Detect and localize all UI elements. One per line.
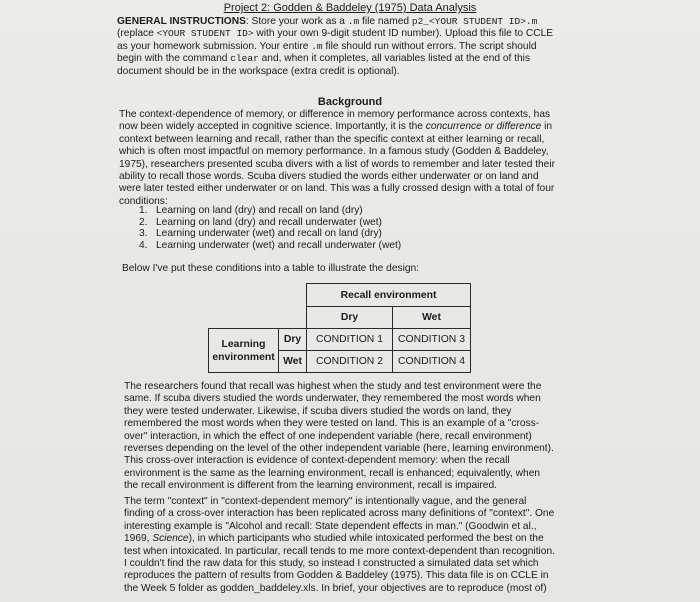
background-emphasis: concurrence or difference bbox=[425, 121, 542, 133]
gen-code-3: <YOUR STUDENT ID> bbox=[156, 28, 254, 40]
gen-code-5: clear bbox=[230, 53, 259, 65]
context-text-b: ), in which participants who studied while intoxicated performed the best on the test when intoxicated. In particular, recall tends to me more context-dependent than recognition. I couldn't find the raw data for this study, so instead I constructed a simulated data set which reproduces the pattern of results from Godden & Baddeley (1975). This data file is on CCLE in the Week 5 folder as godden_baddeley.xls. In brief, your objectives are to reproduce (most of) bbox=[124, 533, 555, 594]
condition-text: Learning on land (dry) and recall on land (dry) bbox=[156, 205, 363, 216]
gen-text-5: file should run without errors. The script should begin with the command bbox=[117, 40, 537, 65]
recall-dry-header: Dry bbox=[307, 307, 393, 329]
background-text-b: in context between learning and recall, rather than the specific context at either learning or recall, which is often most impactful on memory performance. In a famous study (Godden & Baddeley, 1975), researchers presented scuba divers with a list of words to remember and later tested their ability to recall those words. Scuba divers studied the words either underwater or on land and were later tested either underwater or on land. This was a fully crossed design with a total of four conditions: bbox=[119, 121, 556, 207]
gen-code-1: .m bbox=[347, 16, 360, 27]
condition-number: 4. bbox=[139, 239, 148, 251]
general-instructions bbox=[117, 16, 562, 78]
condition-number: 1. bbox=[139, 205, 148, 216]
learning-header-line-2: environment bbox=[212, 351, 275, 363]
recall-wet-header: Wet bbox=[393, 307, 471, 329]
gen-text-6: and, when it completes, all variables listed at the end of this document should be in the workspace (extra credit is optional). bbox=[117, 53, 531, 77]
recall-environment-header: Recall environment bbox=[307, 284, 471, 307]
gen-text-1: : Store your work as a bbox=[245, 16, 348, 27]
condition-text: Learning on land (dry) and recall underwater (wet) bbox=[156, 216, 382, 228]
context-emphasis: Science bbox=[152, 533, 189, 545]
general-instructions-label: GENERAL INSTRUCTIONS bbox=[117, 16, 246, 27]
learning-dry-header: Dry bbox=[279, 329, 307, 351]
condition-4-cell: CONDITION 4 bbox=[393, 351, 471, 373]
document-title: Project 2: Godden & Baddeley (1975) Data Analysis bbox=[223, 2, 477, 14]
gen-code-4: .m bbox=[311, 40, 323, 52]
learning-environment-header bbox=[209, 329, 279, 373]
results-paragraph: The researchers found that recall was highest when the study and test environment were the same. If scuba divers studied the words underwater, they remembered the most words when they were tested underwater. Likewise, if scuba divers studied the words on land, they remembered the most words when they were tested on land. This is an example of a "cross-over" interaction, in which the effect of one independent variable (here, recall environment) reverses depending on the level of the other independent variable (here, learning environment). This cross-over interaction is evidence of context-dependent memory: when the recall environment is the same as the learning environment, recall is enhanced; equivalently, when the recall environment is different from the learning environment, recall is impaired. bbox=[124, 381, 554, 492]
condition-item bbox=[139, 228, 401, 240]
condition-item bbox=[139, 240, 401, 252]
condition-1-cell: CONDITION 1 bbox=[307, 329, 393, 351]
learning-wet-header: Wet bbox=[279, 351, 307, 373]
background-heading: Background bbox=[317, 96, 383, 108]
condition-number: 3. bbox=[139, 228, 148, 240]
condition-3-cell: CONDITION 3 bbox=[393, 329, 471, 351]
gen-text-4: with your own 9-digit student ID number). Upload this file to CCLE as your homework submission. Your entire bbox=[117, 28, 554, 52]
context-paragraph bbox=[124, 496, 556, 595]
gen-text-2: file named bbox=[359, 16, 412, 27]
condition-2-cell: CONDITION 2 bbox=[307, 351, 393, 373]
condition-text: Learning underwater (wet) and recall underwater (wet) bbox=[156, 239, 402, 251]
design-table bbox=[208, 283, 471, 373]
gen-text-3: (replace bbox=[117, 28, 157, 40]
background-text-a: The context-dependence of memory, or difference in memory performance across contexts, has now been widely accepted in cognitive science. Importantly, it is the bbox=[119, 109, 551, 133]
table-intro: Below I've put these conditions into a table to illustrate the design: bbox=[122, 263, 419, 274]
background-paragraph bbox=[119, 109, 559, 208]
condition-number: 2. bbox=[139, 216, 148, 228]
context-text-a: The term "context" in "context-dependent memory" is intentionally vague, and the general finding of a cross-over interaction has been replicated across many definitions of "context". One interesting example is "Alcohol and recall: State dependent effects in man." (Goodwin et al., 1969, bbox=[124, 496, 555, 545]
condition-text: Learning underwater (wet) and recall on land (dry) bbox=[156, 228, 382, 240]
learning-header-line-1: Learning bbox=[221, 338, 266, 350]
conditions-list bbox=[139, 205, 401, 251]
condition-item bbox=[139, 217, 401, 229]
gen-code-2: p2_<YOUR STUDENT ID>.m bbox=[411, 16, 538, 27]
condition-item bbox=[139, 205, 401, 217]
